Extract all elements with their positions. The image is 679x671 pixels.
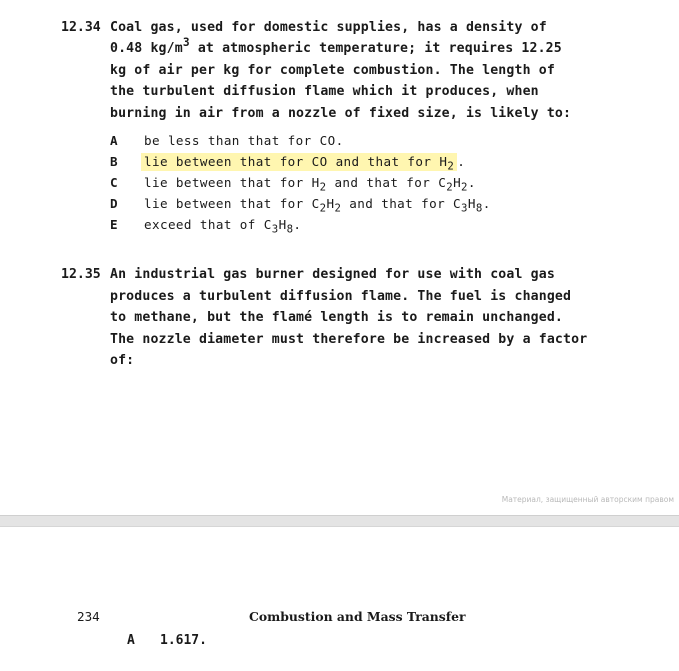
option-letter-b: B xyxy=(110,154,118,169)
copyright-watermark: Материал, защищенный авторским правом xyxy=(501,495,674,504)
option-a-text: be less than that for CO. xyxy=(144,133,344,148)
answer-option-text: 1.617. xyxy=(160,633,207,648)
density-exponent: 3 xyxy=(182,35,190,49)
option-letter-d: D xyxy=(110,196,118,211)
page-separator xyxy=(0,515,679,527)
question-line: produces a turbulent diffusion flame. The fuel is changed xyxy=(110,289,572,304)
option-e-text: exceed that of $C_3H_8$. xyxy=(144,217,302,236)
question-line: 0.48 $kg/m^3$ at atmospheric temperature; it requires 12.25 xyxy=(110,35,562,56)
option-letter-a: A xyxy=(110,133,118,148)
answer-option-letter: A xyxy=(127,633,135,648)
book-page-bottom xyxy=(0,527,679,671)
option-letter-e: E xyxy=(110,217,118,232)
question-line: the turbulent diffusion flame which it produces, when xyxy=(110,84,539,99)
question-line: of: xyxy=(110,353,135,368)
highlighted-answer: lie between that for CO and that for $H_2$ xyxy=(141,153,457,171)
option-b-text: lie between that for CO and that for $H_2$ . xyxy=(144,154,465,169)
question-line: Coal gas, used for domestic supplies, has a density of xyxy=(110,20,547,35)
option-d-text: lie between that for $C_2H_2$ and that for $C_3H_8$. xyxy=(144,196,491,215)
question-line: kg of air per kg for complete combustion. The length of xyxy=(110,63,555,78)
option-letter-c: C xyxy=(110,175,118,190)
question-line: burning in air from a nozzle of fixed size, is likely to: xyxy=(110,106,572,121)
question-line: The nozzle diameter must therefore be increased by a factor xyxy=(110,332,588,347)
running-head: Combustion and Mass Transfer xyxy=(249,609,466,624)
option-c-text: lie between that for $H_2$ and that for $C_2H_2$. xyxy=(144,175,476,194)
page-number: 234 xyxy=(77,609,100,624)
question-number: 12.34 xyxy=(61,20,101,35)
question-line: to methane, but the flamé length is to remain unchanged. xyxy=(110,310,564,325)
question-line: An industrial gas burner designed for use with coal gas xyxy=(110,267,555,282)
question-number: 12.35 xyxy=(61,267,101,282)
